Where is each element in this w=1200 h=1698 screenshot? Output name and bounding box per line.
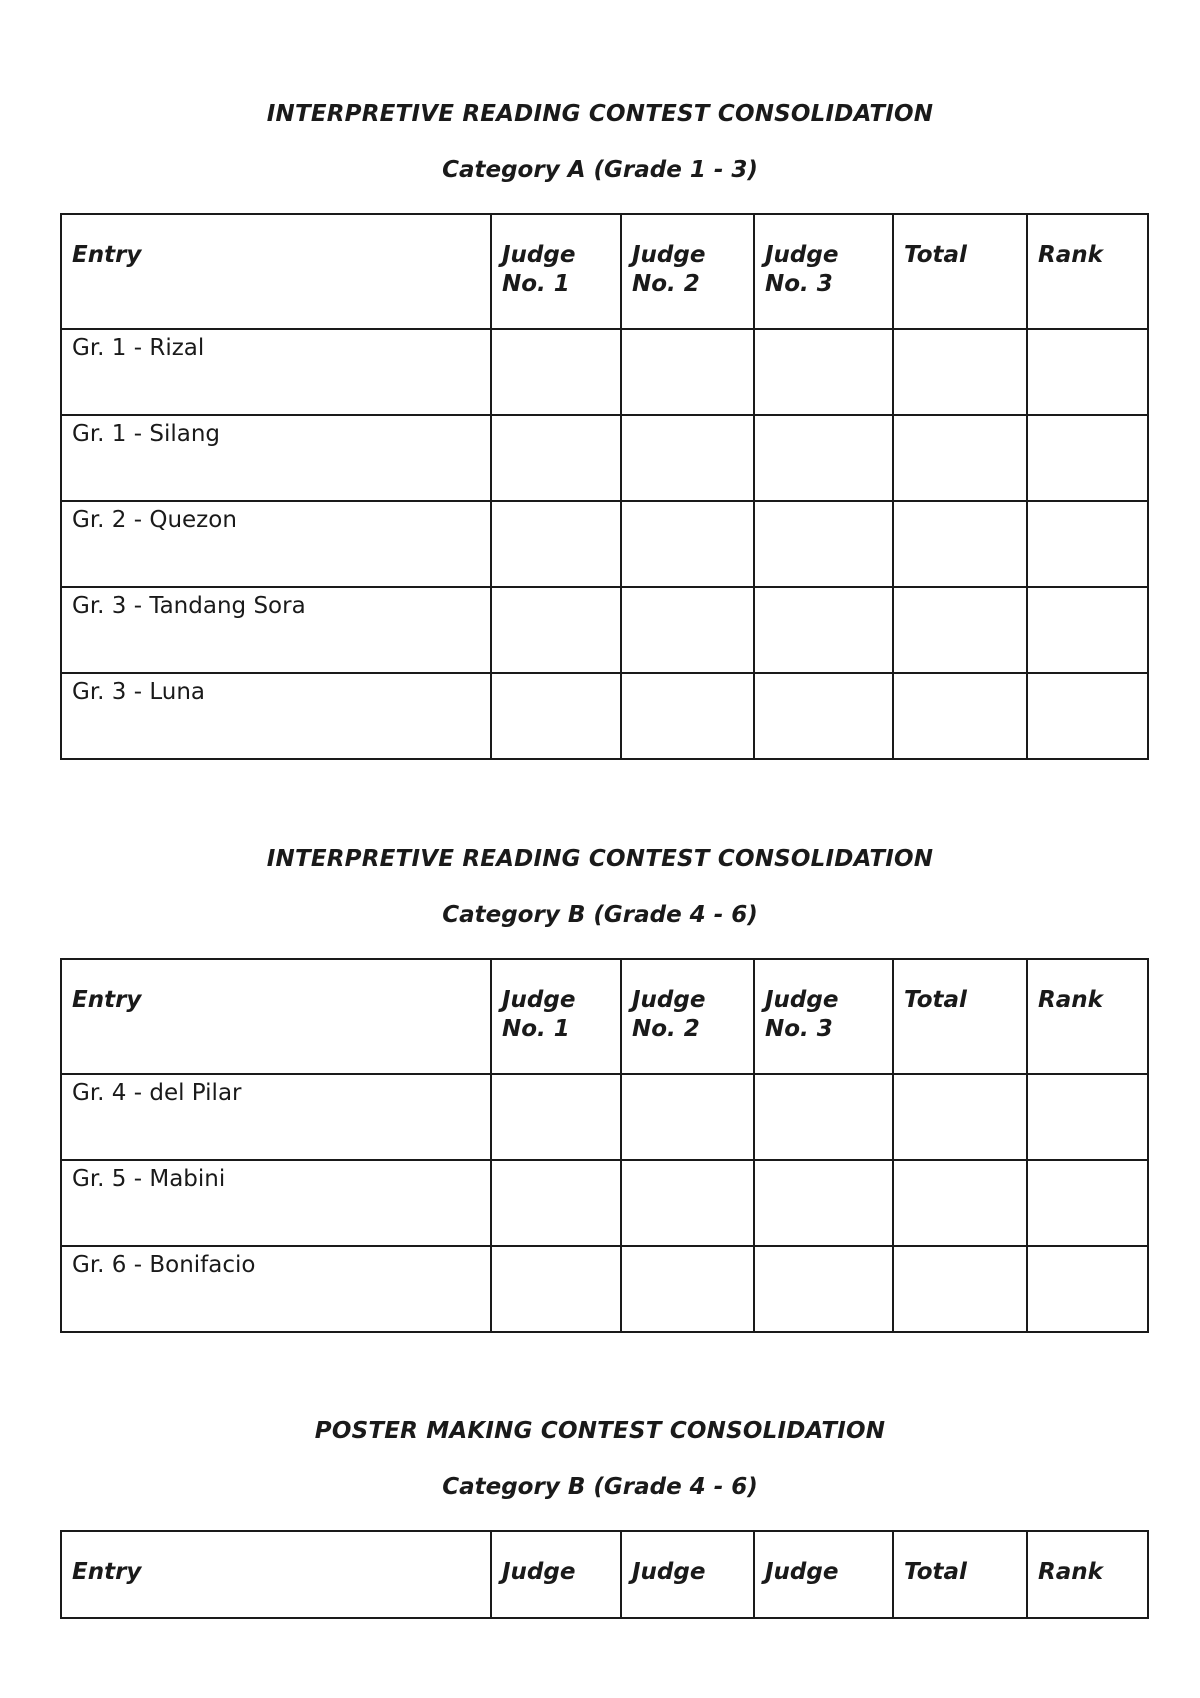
rank-cell[interactable] <box>1027 501 1148 587</box>
header-judge-2-line1: Judge <box>632 987 706 1013</box>
header-rank: Rank <box>1027 959 1148 1074</box>
header-total: Total <box>893 1531 1027 1618</box>
section-c-subtitle: Category B (Grade 4 - 6) <box>442 1474 758 1500</box>
header-entry: Entry <box>61 959 491 1074</box>
table-row <box>61 1160 1148 1246</box>
entry-cell: Gr. 3 - Tandang Sora <box>61 587 491 673</box>
total-cell[interactable] <box>893 673 1027 759</box>
table-header-row <box>61 1531 1148 1618</box>
header-judge-3-line2: No. 3 <box>765 271 833 297</box>
total-cell[interactable] <box>893 501 1027 587</box>
rank-cell[interactable] <box>1027 1160 1148 1246</box>
rank-cell[interactable] <box>1027 673 1148 759</box>
total-cell[interactable] <box>893 1160 1027 1246</box>
entry-cell: Gr. 4 - del Pilar <box>61 1074 491 1160</box>
rank-cell[interactable] <box>1027 1246 1148 1332</box>
header-judge-3: Judge <box>754 1531 893 1618</box>
table-row <box>61 587 1148 673</box>
judge-2-score-cell[interactable] <box>621 329 754 415</box>
table-row <box>61 1246 1148 1332</box>
judge-2-score-cell[interactable] <box>621 587 754 673</box>
entry-cell: Gr. 1 - Silang <box>61 415 491 501</box>
header-judge-2-line2: No. 2 <box>632 271 700 297</box>
rank-cell[interactable] <box>1027 415 1148 501</box>
section-c-title: POSTER MAKING CONTEST CONSOLIDATION <box>314 1418 886 1444</box>
judge-3-score-cell[interactable] <box>754 501 893 587</box>
header-rank: Rank <box>1027 214 1148 329</box>
total-cell[interactable] <box>893 1074 1027 1160</box>
judge-2-score-cell[interactable] <box>621 1074 754 1160</box>
table-row <box>61 329 1148 415</box>
header-total: Total <box>893 959 1027 1074</box>
table-row <box>61 1074 1148 1160</box>
total-cell[interactable] <box>893 415 1027 501</box>
judge-1-score-cell[interactable] <box>491 673 621 759</box>
section-a-subtitle: Category A (Grade 1 - 3) <box>442 157 758 183</box>
header-judge-3-line1: Judge <box>765 987 839 1013</box>
header-judge-3-line2: No. 3 <box>765 1016 833 1042</box>
poster-making-table <box>60 1530 1149 1619</box>
judge-3-score-cell[interactable] <box>754 1074 893 1160</box>
rank-cell[interactable] <box>1027 587 1148 673</box>
header-judge-1 <box>491 959 621 1074</box>
category-b-table <box>60 958 1149 1333</box>
header-judge-1: Judge <box>491 1531 621 1618</box>
header-entry: Entry <box>61 1531 491 1618</box>
header-judge-1-line2: No. 1 <box>502 1016 570 1042</box>
judge-2-score-cell[interactable] <box>621 1246 754 1332</box>
judge-2-score-cell[interactable] <box>621 501 754 587</box>
judge-1-score-cell[interactable] <box>491 501 621 587</box>
table-row <box>61 673 1148 759</box>
header-judge-1-line1: Judge <box>502 987 576 1013</box>
header-judge-1-line2: No. 1 <box>502 271 570 297</box>
header-judge-1-line1: Judge <box>502 242 576 268</box>
table-row <box>61 501 1148 587</box>
section-b-subtitle: Category B (Grade 4 - 6) <box>442 902 758 928</box>
table-header-row <box>61 959 1148 1074</box>
header-judge-2 <box>621 214 754 329</box>
header-judge-3-line1: Judge <box>765 242 839 268</box>
header-judge-3 <box>754 214 893 329</box>
table-row <box>61 415 1148 501</box>
judge-3-score-cell[interactable] <box>754 1160 893 1246</box>
entry-cell: Gr. 3 - Luna <box>61 673 491 759</box>
total-cell[interactable] <box>893 1246 1027 1332</box>
header-judge-2: Judge <box>621 1531 754 1618</box>
header-judge-2 <box>621 959 754 1074</box>
category-a-table <box>60 213 1149 760</box>
judge-3-score-cell[interactable] <box>754 329 893 415</box>
total-cell[interactable] <box>893 329 1027 415</box>
header-total: Total <box>893 214 1027 329</box>
rank-cell[interactable] <box>1027 329 1148 415</box>
rank-cell[interactable] <box>1027 1074 1148 1160</box>
judge-1-score-cell[interactable] <box>491 329 621 415</box>
header-judge-3 <box>754 959 893 1074</box>
header-judge-1 <box>491 214 621 329</box>
header-rank: Rank <box>1027 1531 1148 1618</box>
judge-1-score-cell[interactable] <box>491 415 621 501</box>
entry-cell: Gr. 5 - Mabini <box>61 1160 491 1246</box>
judge-3-score-cell[interactable] <box>754 673 893 759</box>
judge-2-score-cell[interactable] <box>621 673 754 759</box>
entry-cell: Gr. 2 - Quezon <box>61 501 491 587</box>
section-b-title: INTERPRETIVE READING CONTEST CONSOLIDATION <box>266 846 934 872</box>
total-cell[interactable] <box>893 587 1027 673</box>
judge-3-score-cell[interactable] <box>754 587 893 673</box>
header-judge-2-line1: Judge <box>632 242 706 268</box>
entry-cell: Gr. 1 - Rizal <box>61 329 491 415</box>
judge-2-score-cell[interactable] <box>621 415 754 501</box>
table-header-row <box>61 214 1148 329</box>
judge-3-score-cell[interactable] <box>754 1246 893 1332</box>
section-a-title: INTERPRETIVE READING CONTEST CONSOLIDATION <box>266 101 934 127</box>
judge-1-score-cell[interactable] <box>491 1160 621 1246</box>
header-entry: Entry <box>61 214 491 329</box>
judge-2-score-cell[interactable] <box>621 1160 754 1246</box>
judge-1-score-cell[interactable] <box>491 1246 621 1332</box>
judge-1-score-cell[interactable] <box>491 587 621 673</box>
judge-1-score-cell[interactable] <box>491 1074 621 1160</box>
entry-cell: Gr. 6 - Bonifacio <box>61 1246 491 1332</box>
header-judge-2-line2: No. 2 <box>632 1016 700 1042</box>
judge-3-score-cell[interactable] <box>754 415 893 501</box>
